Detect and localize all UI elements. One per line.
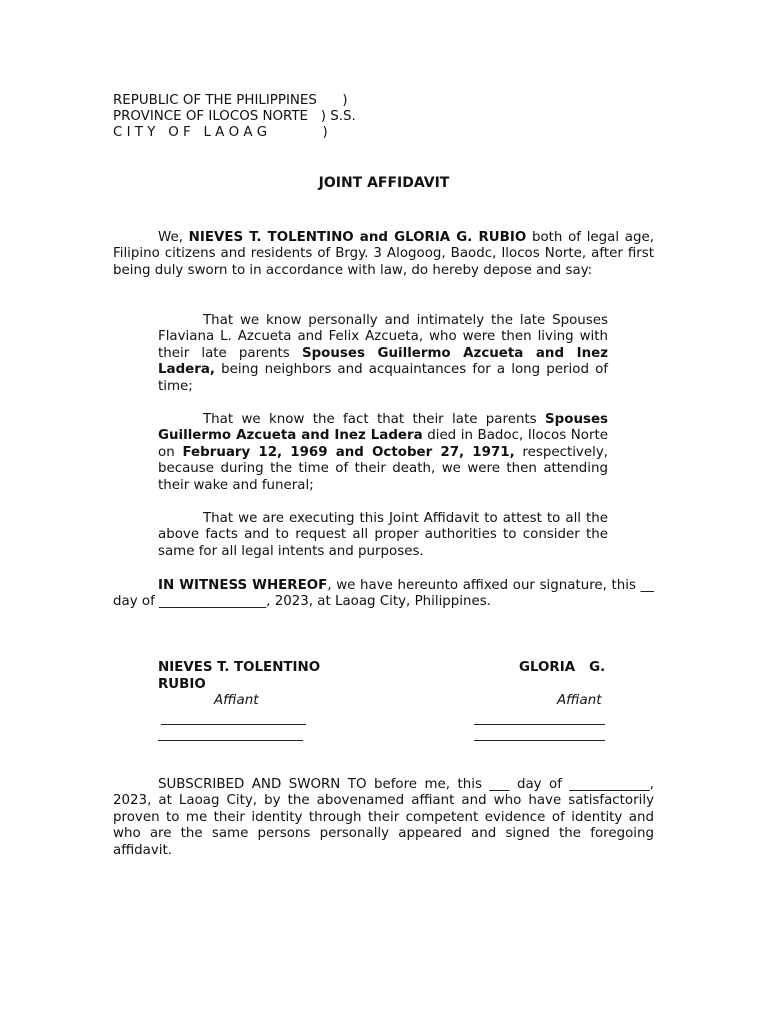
para1-text-c: being neighbors and acquaintances for a long period of time;	[158, 362, 608, 394]
para2-text-a: That we know the fact that their late parents	[203, 412, 546, 427]
para2-text-d: February 12, 1969 and October 27, 1971,	[182, 444, 515, 460]
para2-text-b: Spouses Guillermo Azcueta and Inez Ladera	[158, 412, 608, 444]
affiant-label-left: Affiant	[214, 693, 259, 708]
affiant-2-name-wrap: RUBIO	[158, 677, 206, 692]
document-title: JOINT AFFIDAVIT	[318, 175, 450, 191]
venue-line-2: PROVINCE OF ILOCOS NORTE ) S.S.	[113, 109, 356, 124]
signature-line-left-2	[158, 740, 303, 741]
witness-heading: IN WITNESS WHEREOF	[158, 578, 328, 593]
statement-paragraph-2	[158, 412, 608, 494]
jurat-paragraph: SUBSCRIBED AND SWORN TO before me, this ___ day of ____________, 2023, at Laoag City, by the abovenamed affiant and who have satisfactorily proven to me their identity through their competent evidence of identity and who are the same persons personally appeared and signed the foregoing affidavit.	[113, 777, 654, 858]
intro-paragraph	[113, 230, 654, 279]
statement-paragraph-1	[158, 313, 608, 395]
signature-line-left-1	[161, 724, 306, 725]
affiant-label-right: Affiant	[557, 693, 602, 708]
venue-line-3: C I T Y O F L A O A G )	[113, 125, 328, 140]
affiant-2-name: GLORIA G.	[519, 660, 606, 675]
statement-paragraph-3: That we are executing this Joint Affidavit to attest to all the above facts and to request all proper authorities to consider the same for all legal intents and purposes.	[158, 511, 608, 559]
para2-text-e: respectively, because during the time of their death, we were then attending their wake and funeral;	[158, 444, 608, 493]
intro-we: We,	[158, 230, 189, 245]
signature-line-right-1	[474, 724, 605, 725]
para1-text-b: Spouses Guillermo Azcueta and Inez Ladera,	[158, 345, 608, 378]
signature-line-right-2	[474, 740, 605, 741]
venue-line-1: REPUBLIC OF THE PHILIPPINES )	[113, 93, 348, 108]
intro-names: NIEVES T. TOLENTINO and GLORIA G. RUBIO	[188, 230, 527, 245]
witness-paragraph	[113, 578, 654, 611]
para1-text-a: That we know personally and intimately the late Spouses Flaviana L. Azcueta and Felix Azcueta, who were then living with their late parents	[158, 313, 608, 361]
witness-text: , we have hereunto affixed our signature, this __ day of ________________, 2023, at Laoag City, Philippines.	[113, 578, 654, 610]
affiant-1-name: NIEVES T. TOLENTINO	[158, 660, 321, 675]
para2-text-c: died in Badoc, Ilocos Norte on	[158, 428, 608, 460]
intro-rest: both of legal age, Filipino citizens and residents of Brgy. 3 Alogoog, Baodc, Ilocos Norte, after first being duly sworn to in accordance with law, do hereby depose and say:	[113, 230, 654, 278]
